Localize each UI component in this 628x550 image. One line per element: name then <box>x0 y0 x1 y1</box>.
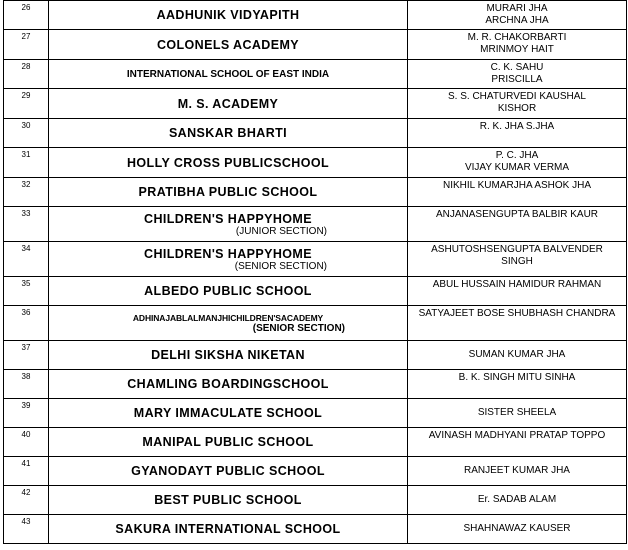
table-row <box>4 428 627 457</box>
head-name: Er. SADAB ALAM <box>477 494 557 505</box>
heads-cell <box>408 178 627 207</box>
school-list-sheet <box>3 0 626 544</box>
heads-cell <box>408 399 627 428</box>
head-name: SISTER SHEELA <box>477 407 557 418</box>
head-name: C. K. SAHU <box>490 62 544 73</box>
table-row <box>4 60 627 89</box>
school-name: ADHINAJABLALMANJHICHILDREN'SACADEMY <box>132 312 324 323</box>
school-name-cell <box>49 89 408 119</box>
table-row <box>4 242 627 277</box>
section-label: (JUNIOR SECTION) <box>235 225 327 237</box>
head-name: RANJEET KUMAR JHA <box>464 465 570 476</box>
heads-cell <box>408 277 627 306</box>
head-name: AVINASH MADHYANI PRATAP TOPPO <box>428 430 606 441</box>
serial-number: 28 <box>4 60 49 89</box>
head-name: P. C. JHA <box>495 150 539 161</box>
head-name: SATYAJEET BOSE SHUBHASH CHANDRA <box>418 308 616 319</box>
serial-number: 39 <box>4 399 49 428</box>
heads-cell <box>408 60 627 89</box>
serial-number: 41 <box>4 457 49 486</box>
head-name: M. R. CHAKORBARTI <box>467 32 567 43</box>
head-name: ABUL HUSSAIN HAMIDUR RAHMAN <box>432 279 602 290</box>
heads-cell <box>408 306 627 341</box>
table-row <box>4 370 627 399</box>
school-name: MANIPAL PUBLIC SCHOOL <box>142 435 314 449</box>
serial-number: 43 <box>4 515 49 544</box>
table-row <box>4 399 627 428</box>
serial-number: 30 <box>4 119 49 148</box>
school-name: SAKURA INTERNATIONAL SCHOOL <box>115 522 341 536</box>
head-name: SUMAN KUMAR JHA <box>468 349 566 360</box>
table-row <box>4 148 627 178</box>
school-name: MARY IMMACULATE SCHOOL <box>133 406 323 420</box>
head-name: ASHUTOSHSENGUPTA BALVENDER <box>431 244 603 255</box>
school-name-cell <box>49 178 408 207</box>
table-row <box>4 178 627 207</box>
head-name: ANJANASENGUPTA BALBIR KAUR <box>435 209 599 220</box>
heads-cell <box>408 457 627 486</box>
heads-cell <box>408 1 627 30</box>
school-name-cell <box>49 306 408 341</box>
serial-number: 31 <box>4 148 49 178</box>
heads-cell <box>408 370 627 399</box>
heads-cell <box>408 207 627 242</box>
school-name: GYANODAYT PUBLIC SCHOOL <box>131 464 325 478</box>
serial-number: 33 <box>4 207 49 242</box>
head-name: R. K. JHA S.JHA <box>479 121 555 132</box>
table-row <box>4 119 627 148</box>
school-name-cell <box>49 1 408 30</box>
table-row <box>4 306 627 341</box>
head-name: SINGH <box>501 256 533 267</box>
heads-cell <box>408 341 627 370</box>
serial-number: 42 <box>4 486 49 515</box>
table-row <box>4 457 627 486</box>
school-table <box>3 0 627 544</box>
table-row <box>4 277 627 306</box>
school-name-cell <box>49 457 408 486</box>
school-name: CHILDREN'S HAPPYHOME <box>144 211 312 226</box>
heads-cell <box>408 89 627 119</box>
school-name-cell <box>49 60 408 89</box>
school-name: SANSKAR BHARTI <box>168 126 288 140</box>
school-name-cell <box>49 399 408 428</box>
school-name: CHILDREN'S HAPPYHOME <box>144 246 312 261</box>
table-row <box>4 341 627 370</box>
school-name-cell <box>49 119 408 148</box>
table-row <box>4 89 627 119</box>
school-name-cell <box>49 341 408 370</box>
serial-number: 27 <box>4 30 49 60</box>
section-label: (SENIOR SECTION) <box>252 322 345 334</box>
heads-cell <box>408 486 627 515</box>
school-name: BEST PUBLIC SCHOOL <box>154 493 302 507</box>
school-name-cell <box>49 428 408 457</box>
serial-number: 34 <box>4 242 49 277</box>
school-name: M. S. ACADEMY <box>177 96 279 111</box>
head-name: SHAHNAWAZ KAUSER <box>463 523 571 534</box>
school-name-cell <box>49 207 408 242</box>
school-table-body <box>4 1 627 544</box>
table-row <box>4 207 627 242</box>
head-name: NIKHIL KUMARJHA ASHOK JHA <box>443 180 591 191</box>
school-name: COLONELS ACADEMY <box>156 37 300 52</box>
school-name: INTERNATIONAL SCHOOL OF EAST INDIA <box>126 68 330 80</box>
school-name-cell <box>49 277 408 306</box>
table-row <box>4 1 627 30</box>
school-name: PRATIBHA PUBLIC SCHOOL <box>138 185 318 199</box>
serial-number: 37 <box>4 341 49 370</box>
serial-number: 29 <box>4 89 49 119</box>
section-label: (SENIOR SECTION) <box>234 260 327 272</box>
serial-number: 40 <box>4 428 49 457</box>
heads-cell <box>408 148 627 178</box>
serial-number: 36 <box>4 306 49 341</box>
head-name: MURARI JHA <box>486 3 548 14</box>
heads-cell <box>408 119 627 148</box>
head-name: S. S. CHATURVEDI KAUSHAL <box>448 91 586 102</box>
head-name: B. K. SINGH MITU SINHA <box>458 372 576 383</box>
table-row <box>4 30 627 60</box>
school-name: ALBEDO PUBLIC SCHOOL <box>144 284 312 298</box>
table-row <box>4 486 627 515</box>
school-name-cell <box>49 242 408 277</box>
heads-cell <box>408 515 627 544</box>
school-name-cell <box>49 486 408 515</box>
school-name-cell <box>49 515 408 544</box>
school-name: DELHI SIKSHA NIKETAN <box>151 348 305 362</box>
heads-cell <box>408 30 627 60</box>
serial-number: 26 <box>4 1 49 30</box>
table-row <box>4 515 627 544</box>
school-name: HOLLY CROSS PUBLICSCHOOL <box>127 155 329 170</box>
head-name: VIJAY KUMAR VERMA <box>464 162 570 173</box>
school-name: CHAMLING BOARDINGSCHOOL <box>127 377 329 391</box>
school-name: AADHUNIK VIDYAPITH <box>156 8 300 22</box>
serial-number: 32 <box>4 178 49 207</box>
head-name: MRINMOY HAIT <box>480 44 554 55</box>
school-name-cell <box>49 148 408 178</box>
school-name-cell <box>49 370 408 399</box>
heads-cell <box>408 242 627 277</box>
serial-number: 35 <box>4 277 49 306</box>
serial-number: 38 <box>4 370 49 399</box>
head-name: KISHOR <box>497 103 537 114</box>
heads-cell <box>408 428 627 457</box>
head-name: PRISCILLA <box>491 74 543 85</box>
school-name-cell <box>49 30 408 60</box>
head-name: ARCHNA JHA <box>485 15 549 26</box>
